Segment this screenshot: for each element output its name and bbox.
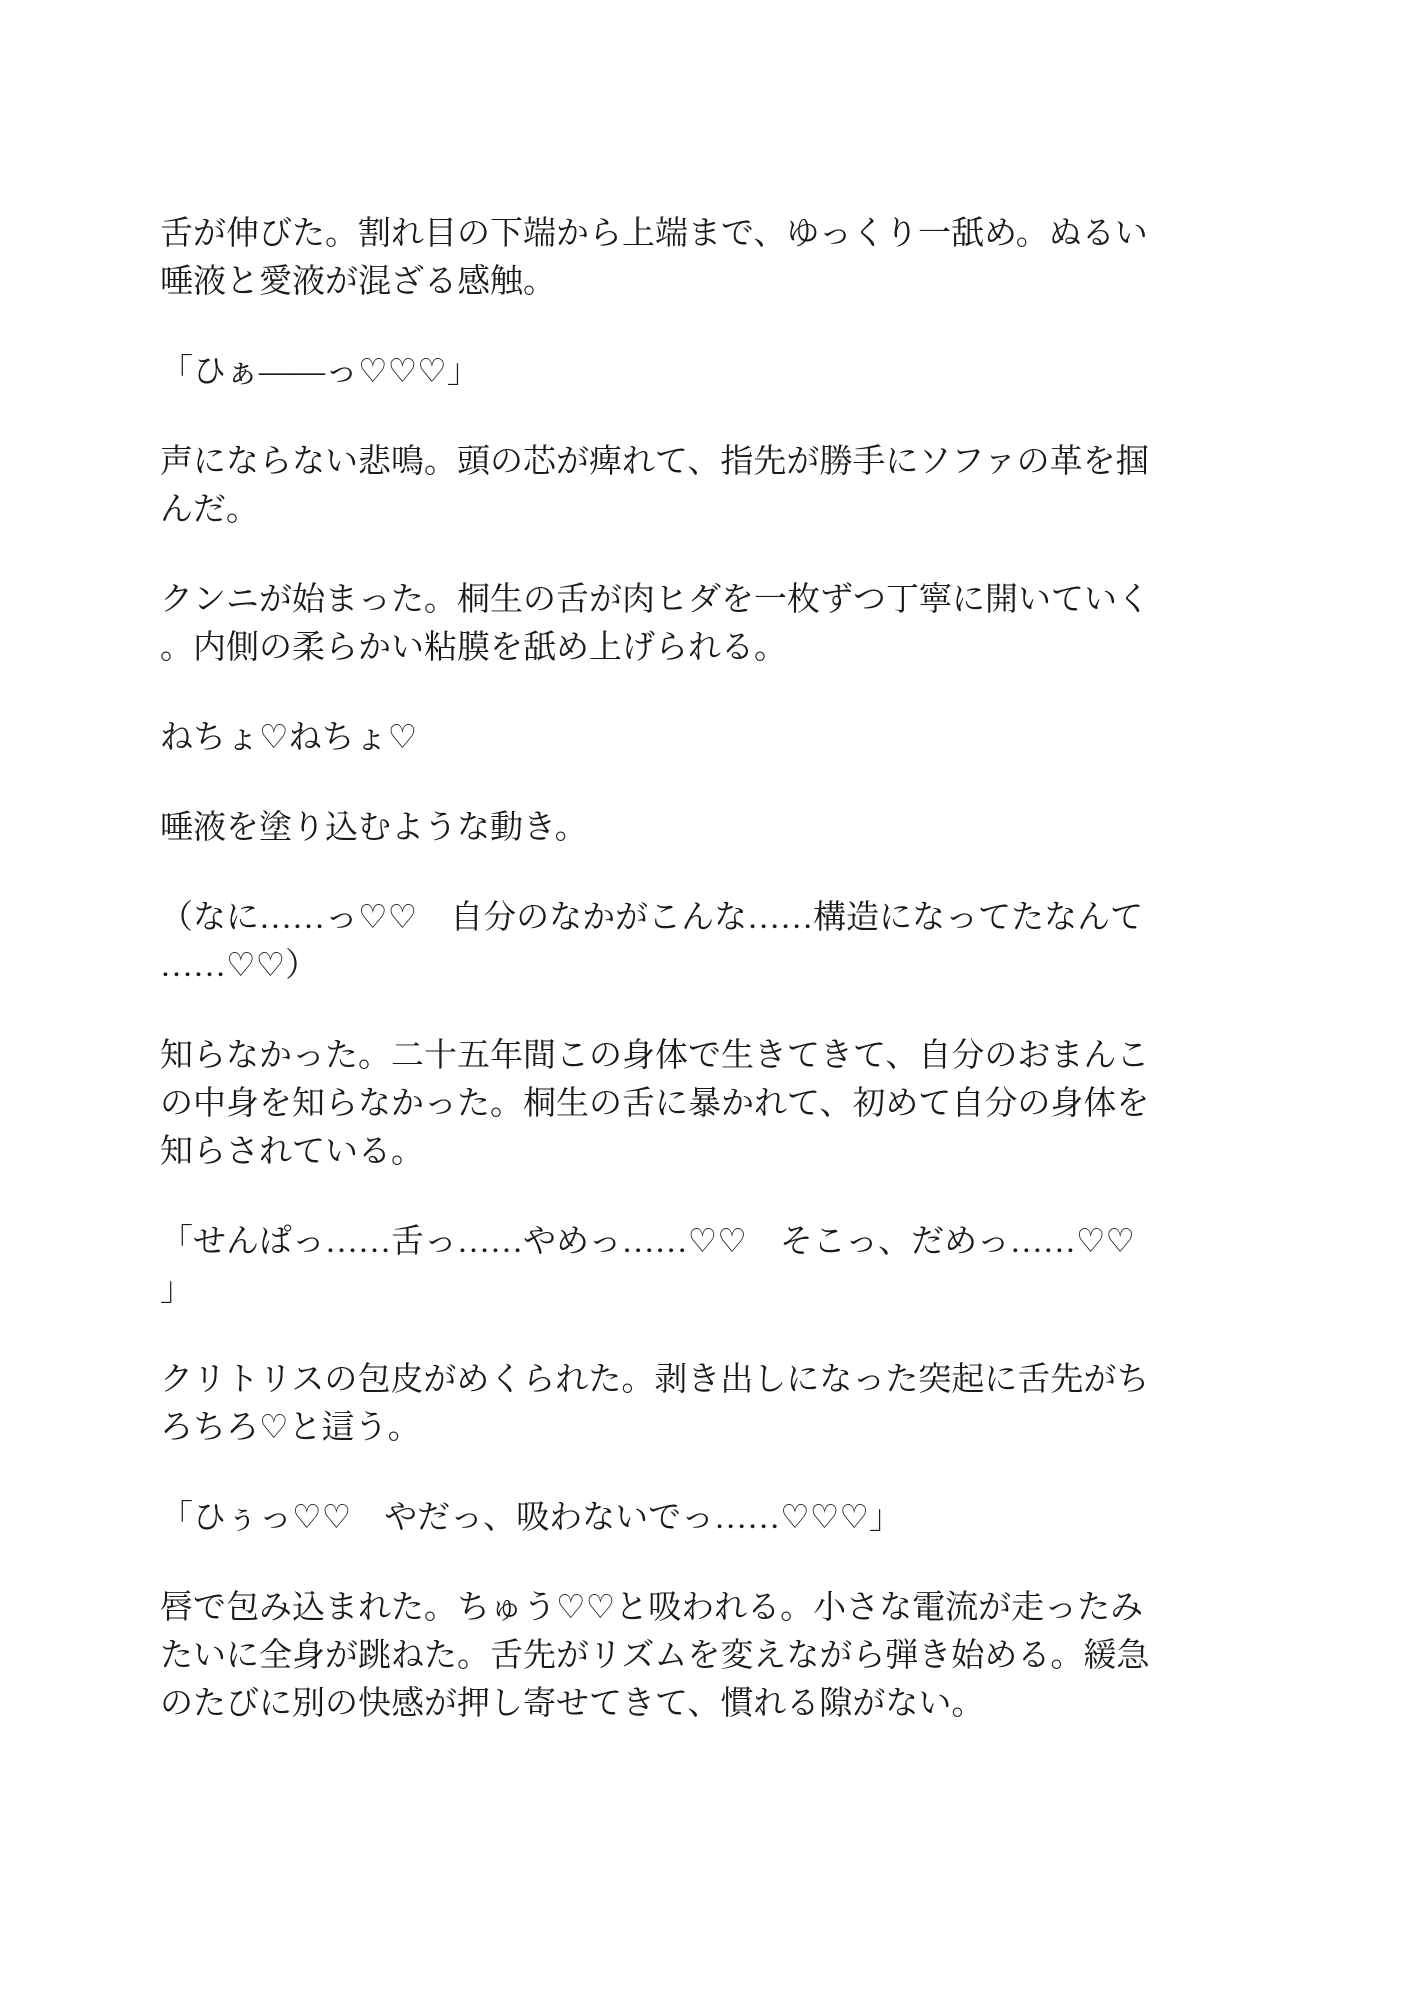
paragraph xyxy=(160,1356,1275,1452)
paragraph xyxy=(160,1032,1275,1176)
text-line: クリトリスの包皮がめくられた。剥き出しになった突起に舌先がち xyxy=(160,1362,1150,1398)
paragraph xyxy=(160,714,1275,762)
text-line: 唾液と愛液が混ざる感触。 xyxy=(160,264,556,300)
text-line: ろちろ♡と這う。 xyxy=(160,1410,421,1446)
text-line: 唇で包み込まれた。ちゅう♡♡と吸われる。小さな電流が走ったみ xyxy=(160,1590,1144,1626)
paragraph xyxy=(160,894,1275,990)
text-line: 「ひぁ――っ♡♡♡」 xyxy=(160,354,480,390)
paragraph xyxy=(160,1584,1275,1728)
text-line: （なに……っ♡♡ 自分のなかがこんな……構造になってたなんて xyxy=(160,900,1144,936)
text-line: 唾液を塗り込むような動き。 xyxy=(160,810,588,846)
paragraph xyxy=(160,576,1275,672)
text-line: の中身を知らなかった。桐生の舌に暴かれて、初めて自分の身体を xyxy=(160,1086,1150,1122)
paragraph xyxy=(160,438,1275,534)
text-line: ……♡♡） xyxy=(160,948,319,984)
text-line: のたびに別の快感が押し寄せてきて、慣れる隙がない。 xyxy=(160,1686,985,1722)
text-line: 知らされている。 xyxy=(160,1134,424,1170)
text-line: 。内側の柔らかい粘膜を舐め上げられる。 xyxy=(160,630,787,666)
text-line: たいに全身が跳ねた。舌先がリズムを変えながら弾き始める。緩急 xyxy=(160,1638,1150,1674)
text-line: 「ひぅっ♡♡ やだっ、吸わないでっ……♡♡♡」 xyxy=(160,1500,902,1536)
text-line: クンニが始まった。桐生の舌が肉ヒダを一枚ずつ丁寧に開いていく xyxy=(160,582,1150,618)
story-text-block xyxy=(160,210,1275,1728)
paragraph xyxy=(160,210,1275,306)
paragraph xyxy=(160,804,1275,852)
text-line: 「せんぱっ……舌っ……やめっ……♡♡ そこっ、だめっ……♡♡ xyxy=(160,1224,1136,1260)
text-line: んだ。 xyxy=(160,492,259,528)
text-line: 知らなかった。二十五年間この身体で生きてきて、自分のおまんこ xyxy=(160,1038,1150,1074)
text-line: 舌が伸びた。割れ目の下端から上端まで、ゆっくり一舐め。ぬるい xyxy=(160,216,1148,252)
text-line: ねちょ♡ねちょ♡ xyxy=(160,720,418,756)
paragraph xyxy=(160,348,1275,396)
paragraph xyxy=(160,1494,1275,1542)
paragraph xyxy=(160,1218,1275,1314)
text-line: 」 xyxy=(160,1272,193,1308)
text-line: 声にならない悲鳴。頭の芯が痺れて、指先が勝手にソファの革を掴 xyxy=(160,444,1149,480)
